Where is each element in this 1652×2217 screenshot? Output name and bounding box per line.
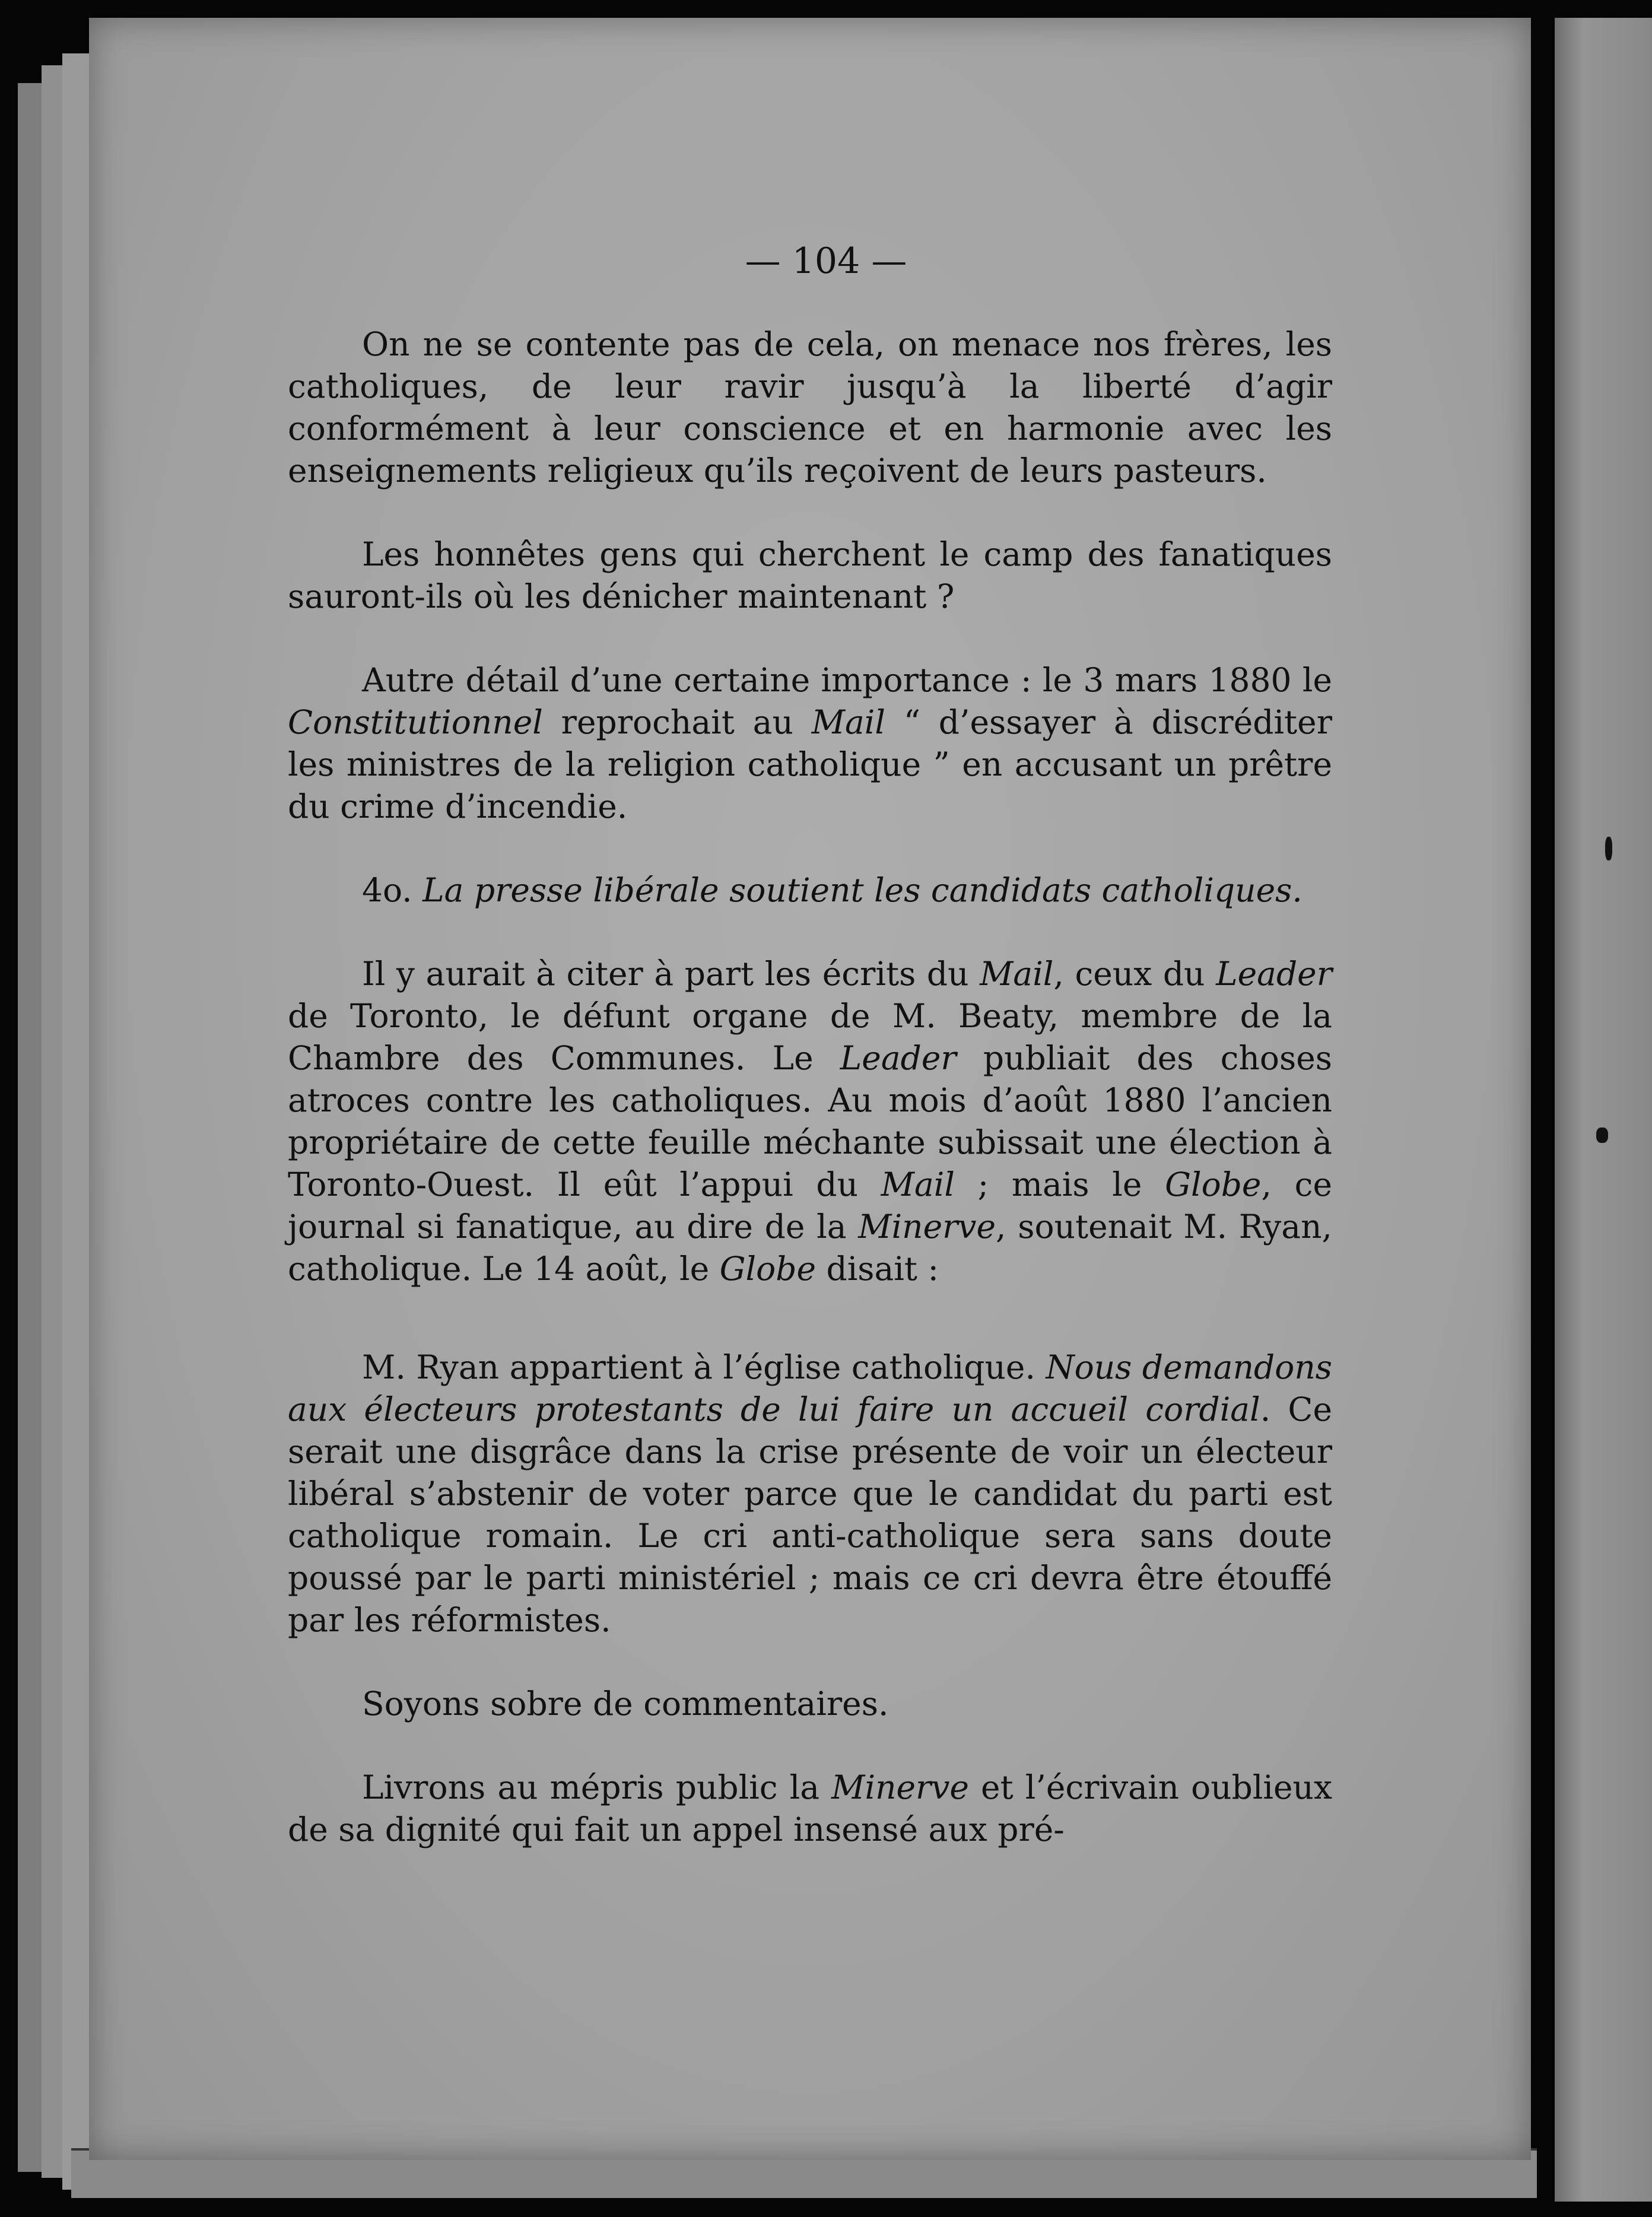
emphasis: Nous demandons aux électeurs protestants de lui faire un accueil cordial (288, 1348, 1332, 1428)
newspaper-title: Leader (840, 1039, 957, 1077)
newspaper-title: Mail (811, 703, 885, 741)
paragraph: Les honnêtes gens qui cherchent le camp des fanatiques sauront-ils où les dénicher maintenant ? (288, 535, 1332, 615)
newspaper-title: Minerve (831, 1768, 969, 1806)
newspaper-title: Minerve (858, 1208, 996, 1246)
ink-spot (1596, 1127, 1608, 1143)
ink-spot (1605, 837, 1612, 860)
newspaper-title: Leader (1216, 955, 1332, 993)
paragraph: Livrons au mépris public la Minerve et l’écrivain oublieux de sa dignité qui fait un appel insensé aux pré- (288, 1768, 1332, 1848)
newspaper-title: Constitutionnel (288, 703, 543, 741)
page-text (288, 225, 1332, 1851)
paragraph: Il y aurait à citer à part les écrits du Mail, ceux du Leader de Toronto, le défunt organe de M. Beaty, membre de la Chambre des Communes. Le Leader publiait des choses atroces contre les catholiques. Au mois d’août 1880 l’ancien propriétaire de cette feuille méchante subissait une élection à Toronto-Ouest. Il eût l’appui du Mail ; mais le Globe, ce journal si fanatique, au dire de la Minerve, soutenait M. Ryan, catholique. Le 14 août, le Globe disait : (288, 955, 1332, 1288)
newspaper-title: Globe (1165, 1165, 1262, 1203)
page-number: — 104 — (745, 240, 907, 282)
newspaper-title: Globe (719, 1250, 817, 1288)
section-heading: 4o. La presse libérale soutient les candidats catholiques. (362, 871, 1302, 909)
facing-page-strip (1555, 18, 1652, 2202)
newspaper-title: Mail (881, 1165, 955, 1203)
paragraph: On ne se contente pas de cela, on menace nos frères, les catholiques, de leur ravir jusqu’à la liberté d’agir conformément à leur conscience et en harmonie avec les enseignements religieux qu’ils reçoivent de leurs pasteurs. (288, 325, 1332, 490)
paragraph: Soyons sobre de commentaires. (362, 1685, 889, 1723)
paragraph: Autre détail d’une certaine importance : le 3 mars 1880 le Constitutionnel reprochait au Mail “ d’essayer à discréditer les ministres de la religion catholique ” en accusant un prêtre du crime d’incendie. (288, 661, 1332, 825)
quotation: M. Ryan appartient à l’église catholique. Nous demandons aux électeurs protestants de lui faire un accueil cordial. Ce serait une disgrâce dans la crise présente de voir un électeur libéral s’abstenir de voter parce que le candidat du parti est catholique romain. Le cri anti-catholique sera sans doute poussé par le parti ministériel ; mais ce cri devra être étouffé par les réformistes. (288, 1348, 1332, 1639)
newspaper-title: Mail (980, 955, 1054, 993)
